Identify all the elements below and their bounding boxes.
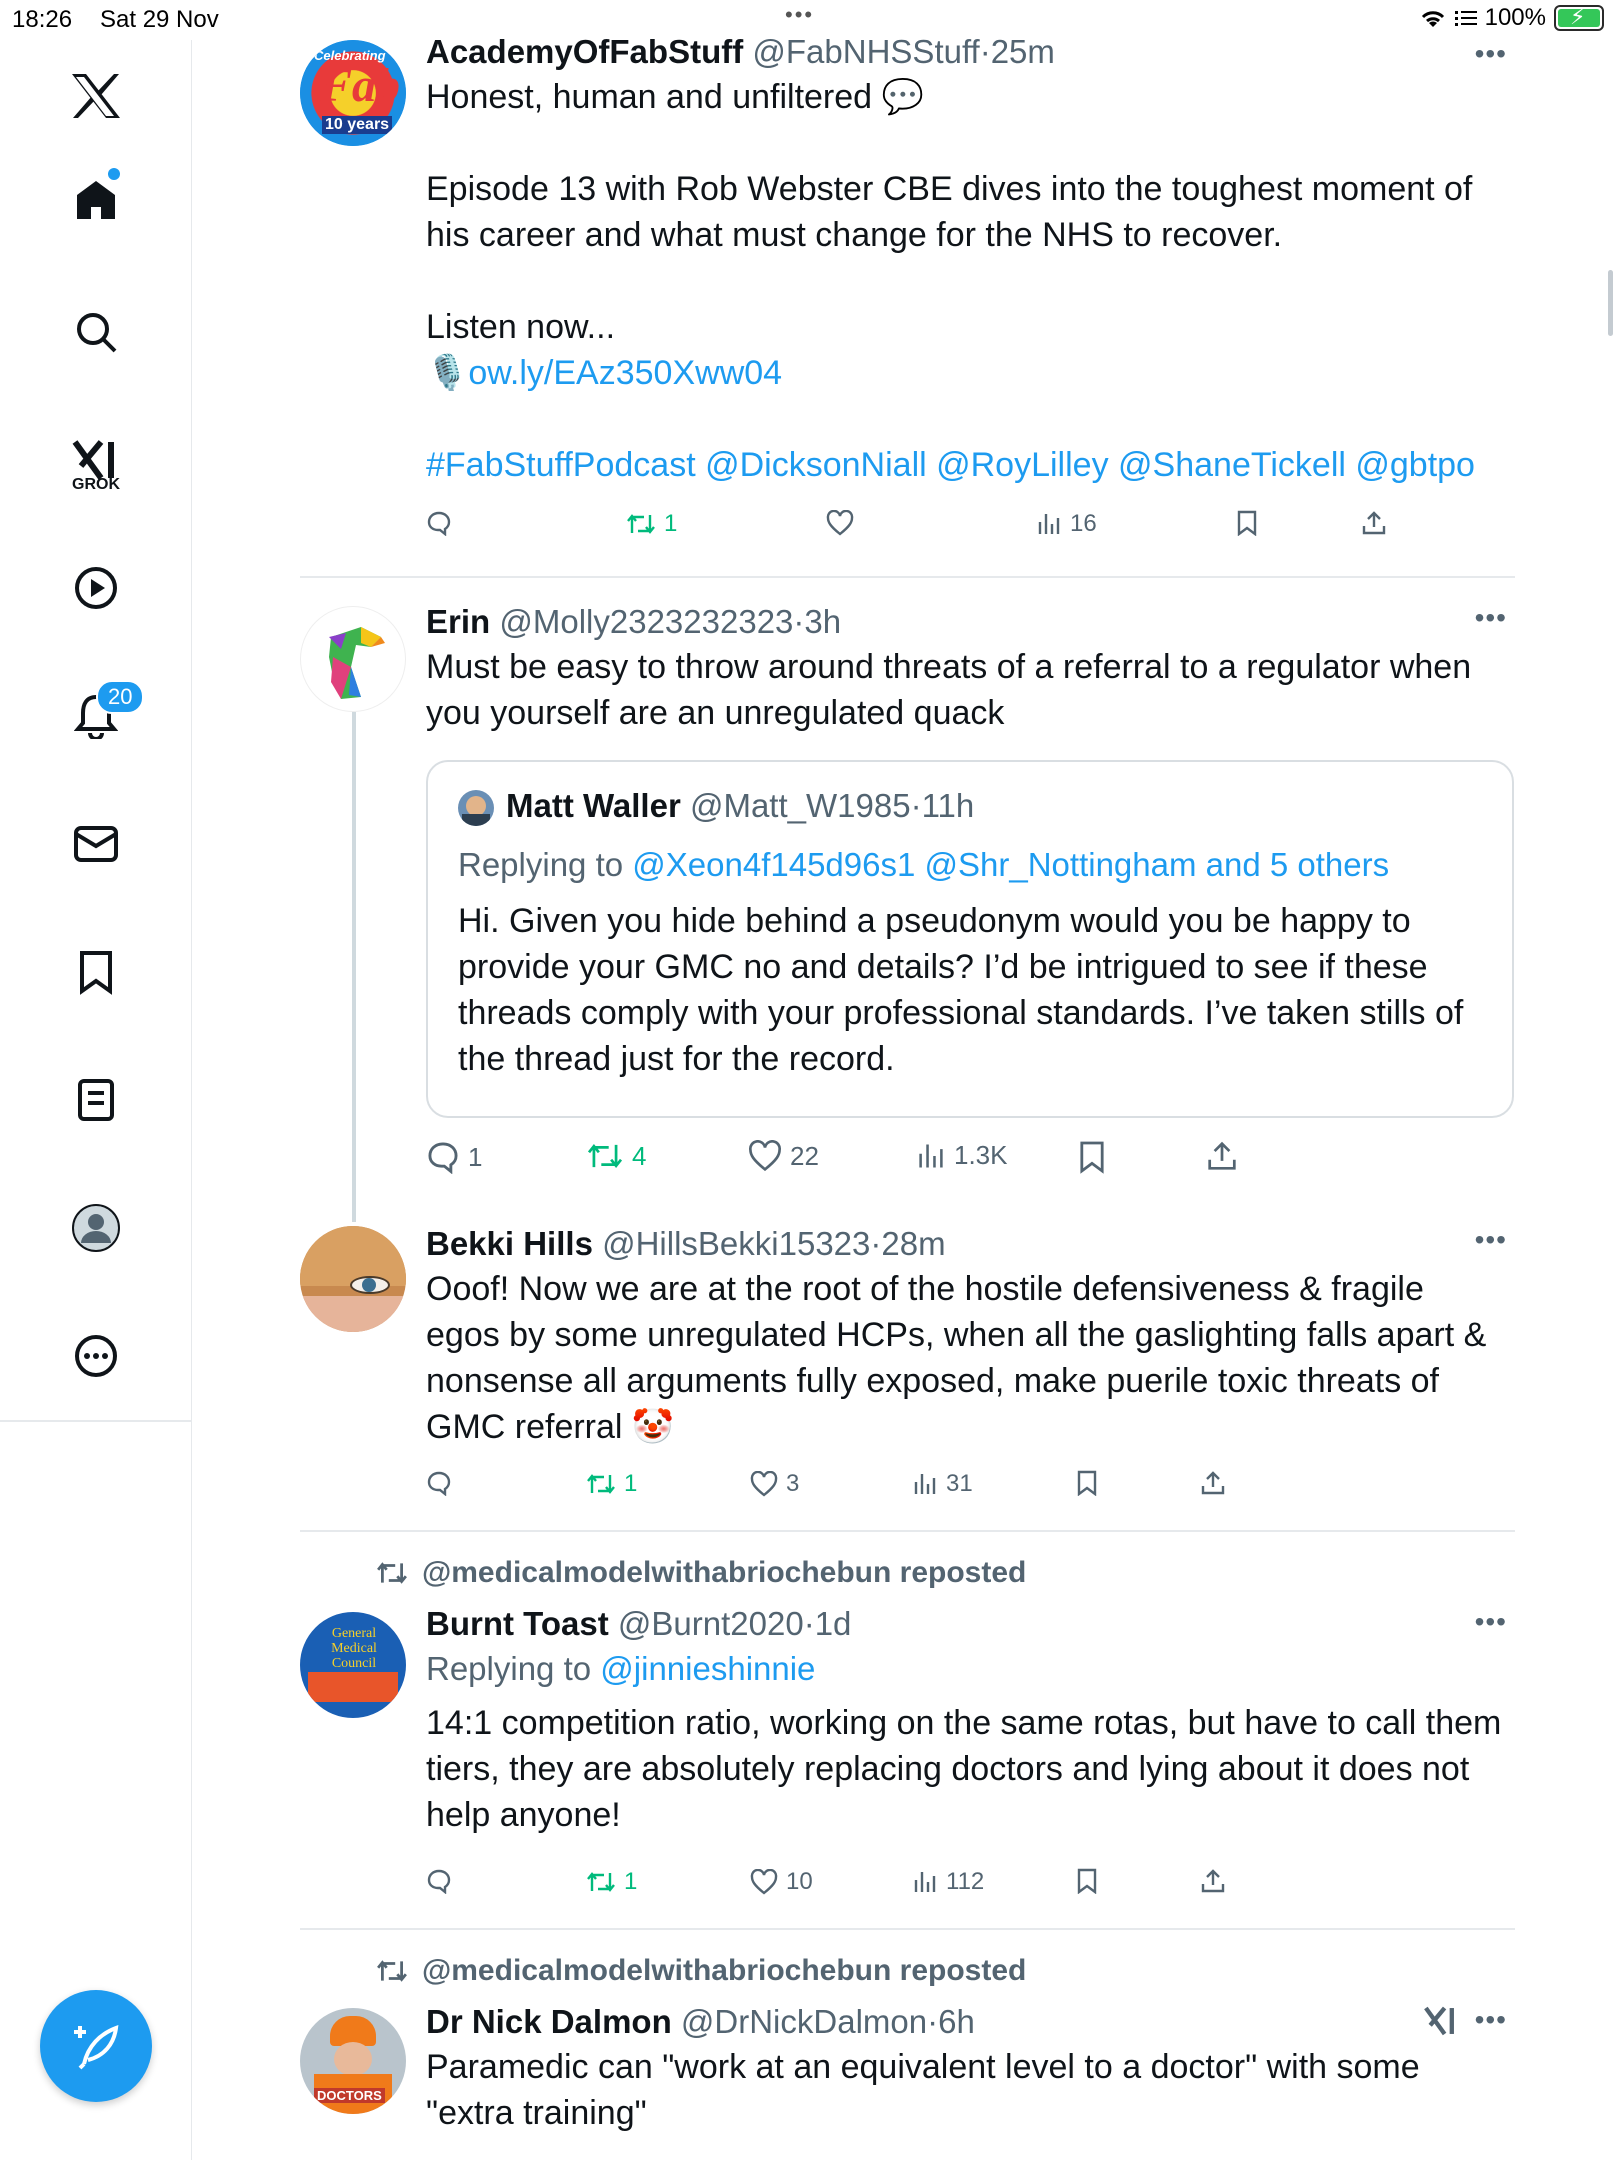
text-line: Listen now... (426, 308, 616, 346)
views-button[interactable] (1036, 510, 1097, 538)
repost-indicator (376, 1954, 1026, 1988)
tweet-text (426, 2044, 1506, 2136)
retweet-icon (586, 1140, 624, 1172)
replying-label: Replying to (426, 1650, 592, 1687)
reply-icon (426, 1868, 452, 1894)
quote-time: 11h (921, 787, 975, 824)
like-button[interactable] (750, 1470, 799, 1498)
views-button[interactable] (912, 1868, 984, 1896)
like-button[interactable] (826, 510, 862, 536)
share-icon (1361, 510, 1387, 536)
text-line: egos by some unregulated HCPs, when all the gaslighting falls apart & (426, 1316, 1487, 1354)
bookmark-icon (1078, 1140, 1106, 1174)
microphone-icon: 🎙️ (426, 354, 469, 392)
bookmark-icon (1076, 1470, 1098, 1496)
retweet-count: 1 (664, 510, 678, 537)
text-line: Paramedic can "work at an equivalent level to a doctor" with some (426, 2048, 1420, 2086)
nav-search[interactable] (60, 296, 132, 368)
more-circle-icon (73, 1333, 119, 1379)
text-line: Episode 13 with Rob Webster CBE dives into the toughest moment of (426, 170, 1473, 208)
author-handle[interactable]: @HillsBekki15323 (602, 1225, 871, 1262)
views-count: 112 (946, 1868, 985, 1895)
bookmark-button[interactable] (1078, 1140, 1106, 1174)
text-line: GMC referral 🤡 (426, 1408, 675, 1446)
text-line: his career and what must change for the NHS to recover. (426, 216, 1283, 254)
repost-indicator (376, 1556, 1026, 1590)
search-icon (74, 310, 118, 354)
reply-icon (426, 1140, 460, 1174)
author-name[interactable]: AcademyOfFabStuff (426, 33, 744, 70)
tweet-divider (300, 1530, 1515, 1532)
nav-messages[interactable] (60, 808, 132, 880)
heart-icon (750, 1471, 778, 1497)
reposted-by-text[interactable]: @medicalmodelwithabriochebun reposted (422, 1954, 1027, 1987)
tweet-actions (426, 510, 1426, 550)
text-line: threads comply with your professional standards. I’ve taken stills of (458, 994, 1464, 1032)
home-unread-dot (108, 168, 120, 180)
battery-percent: 100% (1484, 4, 1546, 31)
reply-icon (426, 1470, 452, 1496)
share-button[interactable] (1200, 1470, 1226, 1496)
bookmark-icon (1236, 510, 1258, 536)
grok-icon (1423, 2004, 1459, 2038)
compose-feather-icon (70, 2020, 122, 2072)
quote-author-handle: @Matt_W1985 (689, 787, 911, 824)
tweet-link[interactable]: ow.ly/EAz350Xww04 (468, 354, 783, 392)
list-document-icon (76, 1077, 116, 1123)
notifications-badge: 20 (96, 680, 144, 714)
more-options-icon[interactable]: ••• (1474, 2004, 1507, 2035)
views-count: 31 (946, 1470, 973, 1497)
text-line: Honest, human and unfiltered 💬 (426, 78, 924, 116)
quote-avatar (458, 790, 494, 826)
nav-home[interactable] (60, 164, 132, 236)
retweet-count: 1 (624, 1470, 638, 1497)
views-button[interactable] (912, 1470, 973, 1498)
views-chart-icon (916, 1141, 946, 1171)
views-count: 16 (1070, 510, 1097, 537)
views-chart-icon (912, 1472, 938, 1496)
tweet-time[interactable]: 28m (881, 1225, 946, 1262)
author-handle[interactable]: @DrNickDalmon (680, 2003, 928, 2040)
tweet-header: Burnt Toast @Burnt2020·1d (426, 1605, 852, 1642)
author-handle[interactable]: @Molly2323232323 (499, 603, 794, 640)
avatar[interactable] (300, 2008, 406, 2114)
quote-text (458, 898, 1463, 1082)
author-handle[interactable]: @Burnt2020 (617, 1605, 804, 1642)
nav-more[interactable] (60, 1320, 132, 1392)
play-circle-icon (73, 565, 119, 611)
bookmark-button[interactable] (1076, 1868, 1098, 1894)
avatar[interactable] (300, 1226, 406, 1332)
retweet-icon (586, 1471, 616, 1497)
tweet-hashtags-mentions[interactable]: #FabStuffPodcast @DicksonNiall @RoyLilley @ShaneTickell @gbtpo (426, 446, 1475, 484)
author-name[interactable]: Bekki Hills (426, 1225, 593, 1262)
avatar[interactable] (300, 1612, 406, 1718)
grok-explain-button[interactable] (1423, 2004, 1459, 2043)
text-line: provide your GMC no and details? I’d be intrigued to see if these (458, 948, 1428, 986)
tweet-content (426, 600, 1506, 736)
thread-connector-line (352, 712, 356, 1222)
tweet-time[interactable]: 3h (804, 603, 842, 640)
text-line: Ooof! Now we are at the root of the hostile defensiveness & fragile (426, 1270, 1424, 1308)
scrollbar[interactable] (1608, 270, 1613, 336)
share-icon (1200, 1470, 1226, 1496)
share-button[interactable] (1206, 1140, 1238, 1172)
text-line: tiers, they are absolutely replacing doctors and lying about it does not (426, 1750, 1470, 1788)
views-chart-icon (912, 1870, 938, 1894)
nav-notifications[interactable] (60, 680, 132, 752)
more-options-icon[interactable]: ••• (1474, 602, 1507, 633)
like-count: 3 (786, 1470, 800, 1497)
reply-button[interactable] (426, 1470, 460, 1496)
quote-replying-to (458, 842, 1389, 888)
tweet-text (426, 644, 1506, 736)
avatar-logo-text: Fab (320, 59, 401, 112)
tweet-actions (426, 1140, 1426, 1180)
avatar-top-text: Celebrating (314, 48, 386, 63)
tweet-time[interactable]: 6h (938, 2003, 975, 2040)
heart-icon (826, 510, 854, 536)
nav-bookmarks[interactable] (60, 936, 132, 1008)
reply-icon (426, 510, 452, 536)
tweet-content (426, 30, 1506, 488)
replying-label: Replying to (458, 846, 624, 883)
retweet-button[interactable] (586, 1140, 646, 1172)
retweet-button[interactable] (586, 1470, 637, 1498)
nav-lists[interactable] (60, 1064, 132, 1136)
retweet-button[interactable] (586, 1868, 637, 1896)
like-button[interactable] (748, 1140, 819, 1172)
tweet-header: Bekki Hills @HillsBekki15323·28m (426, 1225, 946, 1262)
text-line: help anyone! (426, 1796, 621, 1834)
sidebar (0, 40, 192, 2160)
share-button[interactable] (1200, 1868, 1226, 1894)
tweet-header: Erin @Molly2323232323·3h (426, 603, 842, 640)
retweet-icon (626, 511, 656, 537)
author-name[interactable]: Erin (426, 603, 491, 640)
more-options-icon[interactable]: ••• (1474, 1606, 1507, 1637)
reply-count: 1 (468, 1141, 483, 1172)
avatar[interactable] (300, 40, 406, 146)
reply-button[interactable] (426, 1140, 482, 1174)
tweet-content (426, 1222, 1506, 1450)
more-options-icon[interactable]: ••• (1474, 1224, 1507, 1255)
bookmark-button[interactable] (1236, 510, 1258, 536)
grok-label: GROK (72, 476, 120, 493)
bookmark-icon (1076, 1868, 1098, 1894)
tweet-header: Dr Nick Dalmon @DrNickDalmon·6h (426, 2003, 975, 2040)
tweet-divider (300, 1928, 1515, 1930)
reply-button[interactable] (426, 510, 460, 536)
text-line: 14:1 competition ratio, working on the same rotas, but have to call them (426, 1704, 1502, 1742)
mail-icon (73, 824, 119, 864)
tweet-text (426, 74, 1506, 488)
tweet-actions (426, 1470, 1426, 1510)
retweet-icon (586, 1869, 616, 1895)
retweet-button[interactable] (626, 510, 677, 538)
list-icon (1455, 8, 1477, 28)
tweet-text (426, 1700, 1506, 1838)
nav-grok[interactable] (60, 424, 132, 496)
replying-to-link[interactable]: @jinnieshinnie (600, 1650, 816, 1687)
author-name[interactable]: Burnt Toast (426, 1605, 609, 1642)
avatar-logo-text: General Medical Council (331, 1626, 377, 1671)
wifi-icon (1419, 7, 1447, 29)
text-line: nonsense all arguments fully exposed, make puerile toxic threats of (426, 1362, 1439, 1400)
status-time: 18:26 (12, 6, 73, 33)
compose-button[interactable] (40, 1990, 152, 2102)
share-button[interactable] (1361, 510, 1387, 536)
tweet-time[interactable]: 1d (814, 1605, 852, 1642)
more-options-icon[interactable]: ••• (1474, 38, 1507, 69)
tweet-content (426, 1602, 1506, 1838)
repost-icon (376, 1559, 408, 1587)
tweet-text (426, 1266, 1506, 1450)
retweet-count: 4 (632, 1140, 647, 1171)
status-date: Sat 29 Nov (100, 6, 219, 33)
like-button[interactable] (750, 1868, 813, 1896)
bookmark-icon (77, 949, 115, 995)
quote-header: Matt Waller @Matt_W1985·11h (506, 787, 975, 824)
nav-profile[interactable] (60, 1192, 132, 1264)
text-line: Hi. Given you hide behind a pseudonym would you be happy to (458, 902, 1411, 940)
text-line: the thread just for the record. (458, 1040, 895, 1078)
views-count: 1.3K (954, 1140, 1008, 1170)
sidebar-divider (0, 1420, 192, 1422)
avatar[interactable] (300, 606, 406, 712)
reply-button[interactable] (426, 1868, 460, 1894)
eagle-avatar-image (301, 607, 406, 712)
heart-icon (750, 1869, 778, 1895)
home-icon (73, 177, 119, 223)
like-count: 22 (790, 1140, 819, 1171)
views-button[interactable] (916, 1140, 1008, 1171)
quoted-tweet[interactable] (426, 760, 1514, 1118)
status-right (1419, 4, 1604, 32)
text-line: Must be easy to throw around threats of a referral to a regulator when (426, 648, 1472, 686)
profile-avatar-icon (71, 1203, 121, 1253)
tweet-header: AcademyOfFabStuff @FabNHSStuff·25m (426, 33, 1055, 70)
views-chart-icon (1036, 512, 1062, 536)
share-icon (1206, 1140, 1238, 1172)
text-line: you yourself are an unregulated quack (426, 694, 1005, 732)
tweet-actions (426, 1868, 1426, 1908)
nav-video[interactable] (60, 552, 132, 624)
tweet-time[interactable]: 25m (990, 33, 1055, 70)
replying-to (426, 1646, 1506, 1692)
x-logo-icon[interactable] (60, 60, 132, 132)
tweet-content (426, 2000, 1506, 2136)
retweet-count: 1 (624, 1868, 638, 1895)
battery-icon: ⚡ (1554, 5, 1604, 31)
reposted-by-text[interactable]: @medicalmodelwithabriochebun reposted (422, 1556, 1027, 1589)
avatar-sign-text: DOCTORS (314, 2088, 385, 2103)
heart-icon (748, 1140, 782, 1172)
tweet-divider (300, 576, 1515, 578)
quote-author-name: Matt Waller (506, 787, 681, 824)
repost-icon (376, 1957, 408, 1985)
like-count: 10 (786, 1868, 813, 1895)
multitask-dots-icon[interactable]: ••• (785, 2, 815, 27)
replying-to-link[interactable]: @Xeon4f145d96s1 @Shr_Nottingham and 5 others (632, 846, 1390, 883)
text-line: "extra training" (426, 2094, 647, 2132)
avatar-bottom-text: 10 years (322, 116, 392, 134)
author-name[interactable]: Dr Nick Dalmon (426, 2003, 672, 2040)
share-icon (1200, 1868, 1226, 1894)
bookmark-button[interactable] (1076, 1470, 1098, 1496)
author-handle[interactable]: @FabNHSStuff (752, 33, 980, 70)
